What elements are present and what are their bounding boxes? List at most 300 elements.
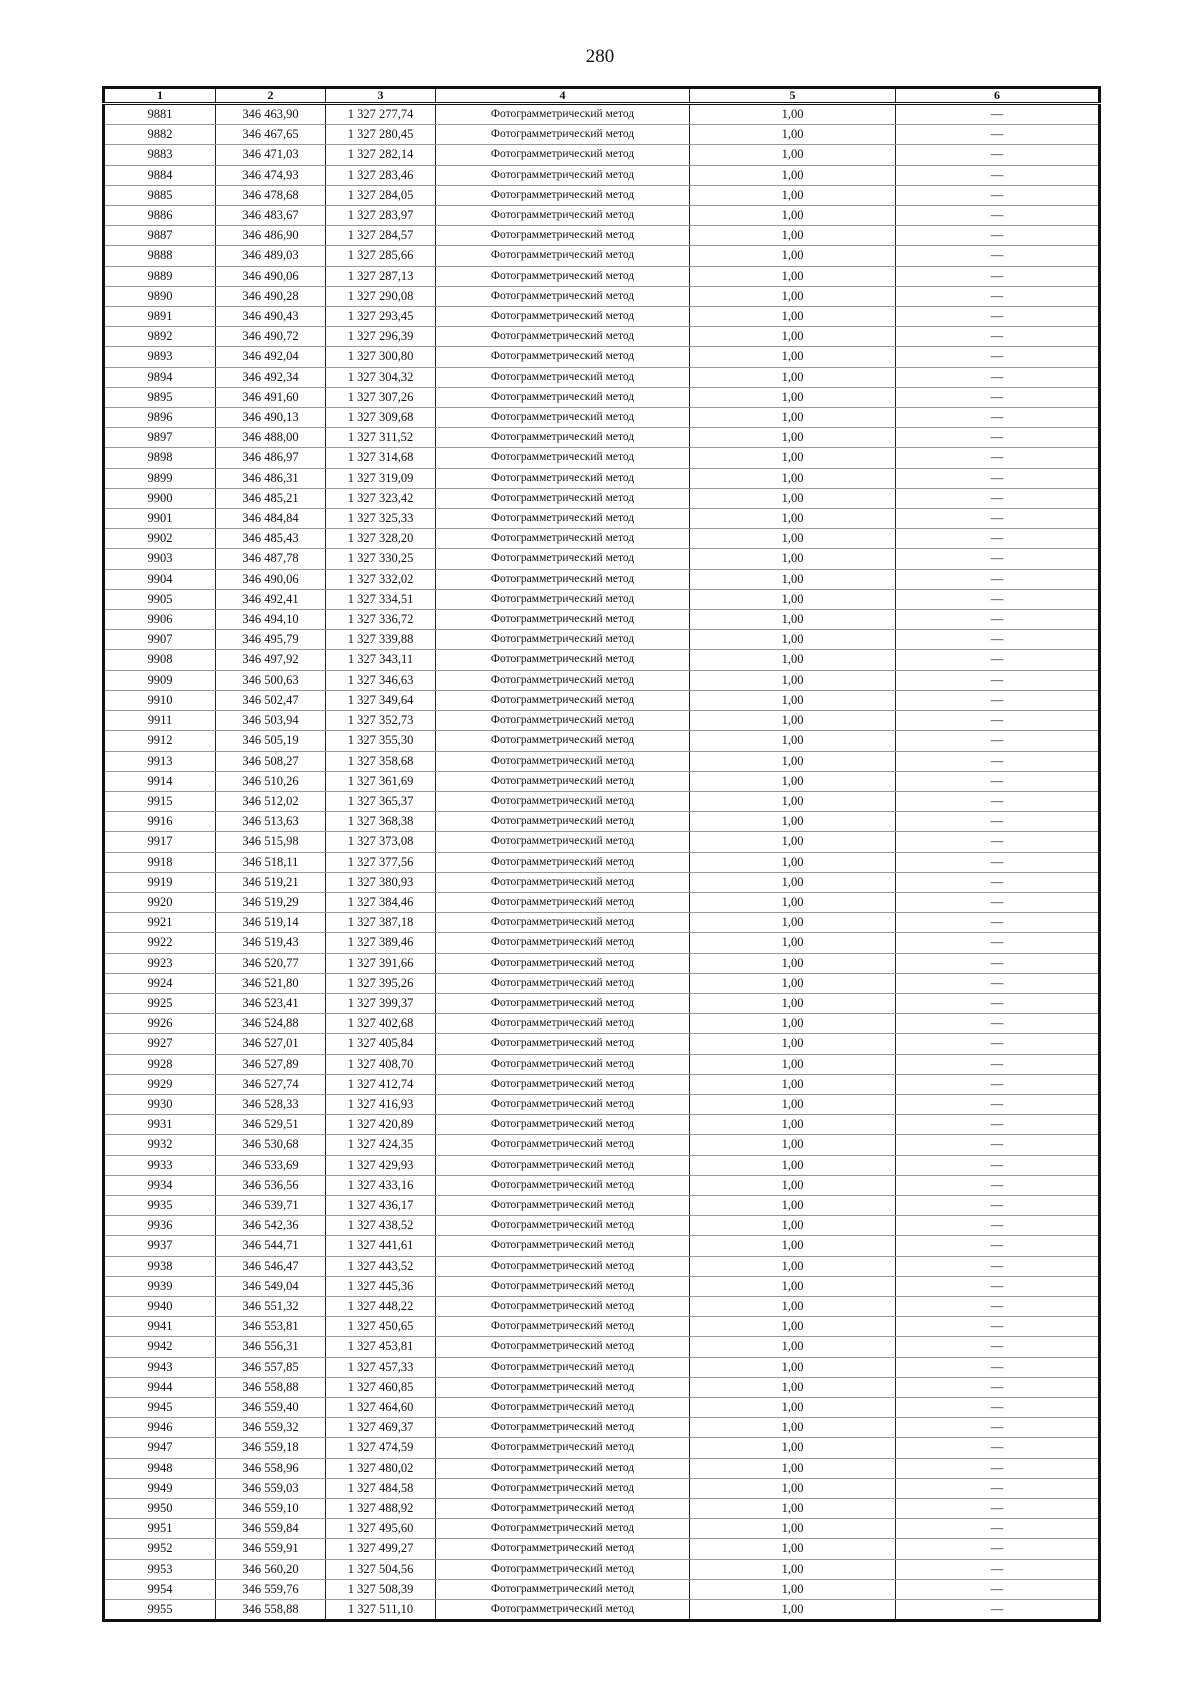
point-number-cell: 9888: [104, 246, 216, 266]
method-cell: Фотограмметрический метод: [436, 408, 690, 428]
point-number-cell: 9944: [104, 1377, 216, 1397]
table-row: [104, 610, 1100, 630]
point-number-cell: 9919: [104, 872, 216, 892]
method-cell: Фотограмметрический метод: [436, 185, 690, 205]
method-cell: Фотограмметрический метод: [436, 913, 690, 933]
table-row: [104, 347, 1100, 367]
method-cell: Фотограмметрический метод: [436, 953, 690, 973]
accuracy-cell: 1,00: [690, 1519, 896, 1539]
note-cell: —: [896, 145, 1100, 165]
y-coordinate-cell: 1 327 330,25: [326, 549, 436, 569]
accuracy-cell: 1,00: [690, 1155, 896, 1175]
point-number-cell: 9955: [104, 1600, 216, 1621]
y-coordinate-cell: 1 327 450,65: [326, 1317, 436, 1337]
method-cell: Фотограмметрический метод: [436, 246, 690, 266]
method-cell: Фотограмметрический метод: [436, 468, 690, 488]
accuracy-cell: 1,00: [690, 650, 896, 670]
method-cell: Фотограмметрический метод: [436, 751, 690, 771]
x-coordinate-cell: 346 488,00: [216, 428, 326, 448]
table-row: [104, 408, 1100, 428]
note-cell: —: [896, 1539, 1100, 1559]
table-row: [104, 266, 1100, 286]
method-cell: Фотограмметрический метод: [436, 1034, 690, 1054]
x-coordinate-cell: 346 508,27: [216, 751, 326, 771]
method-cell: Фотограмметрический метод: [436, 1155, 690, 1175]
table-row: [104, 468, 1100, 488]
method-cell: Фотограмметрический метод: [436, 1175, 690, 1195]
accuracy-cell: 1,00: [690, 1236, 896, 1256]
point-number-cell: 9890: [104, 286, 216, 306]
point-number-cell: 9951: [104, 1519, 216, 1539]
note-cell: —: [896, 408, 1100, 428]
table-row: [104, 1256, 1100, 1276]
table-header: [104, 88, 1100, 104]
x-coordinate-cell: 346 513,63: [216, 812, 326, 832]
table-row: [104, 1499, 1100, 1519]
note-cell: —: [896, 670, 1100, 690]
y-coordinate-cell: 1 327 336,72: [326, 610, 436, 630]
x-coordinate-cell: 346 471,03: [216, 145, 326, 165]
y-coordinate-cell: 1 327 504,56: [326, 1559, 436, 1579]
accuracy-cell: 1,00: [690, 711, 896, 731]
method-cell: Фотограмметрический метод: [436, 1135, 690, 1155]
accuracy-cell: 1,00: [690, 569, 896, 589]
point-number-cell: 9923: [104, 953, 216, 973]
y-coordinate-cell: 1 327 405,84: [326, 1034, 436, 1054]
coordinates-table: [102, 86, 1101, 1622]
note-cell: —: [896, 1256, 1100, 1276]
point-number-cell: 9881: [104, 104, 216, 125]
table-row: [104, 488, 1100, 508]
method-cell: Фотограмметрический метод: [436, 347, 690, 367]
table-row: [104, 1398, 1100, 1418]
method-cell: Фотограмметрический метод: [436, 226, 690, 246]
point-number-cell: 9950: [104, 1499, 216, 1519]
x-coordinate-cell: 346 527,01: [216, 1034, 326, 1054]
table-row: [104, 1155, 1100, 1175]
point-number-cell: 9898: [104, 448, 216, 468]
table-row: [104, 1519, 1100, 1539]
accuracy-cell: 1,00: [690, 1377, 896, 1397]
table-row: [104, 993, 1100, 1013]
y-coordinate-cell: 1 327 408,70: [326, 1054, 436, 1074]
column-header-5: 5: [690, 88, 896, 104]
accuracy-cell: 1,00: [690, 246, 896, 266]
table-row: [104, 1600, 1100, 1621]
accuracy-cell: 1,00: [690, 771, 896, 791]
x-coordinate-cell: 346 530,68: [216, 1135, 326, 1155]
x-coordinate-cell: 346 492,04: [216, 347, 326, 367]
table-row: [104, 165, 1100, 185]
note-cell: —: [896, 125, 1100, 145]
note-cell: —: [896, 1034, 1100, 1054]
accuracy-cell: 1,00: [690, 1276, 896, 1296]
x-coordinate-cell: 346 527,74: [216, 1074, 326, 1094]
table-row: [104, 1438, 1100, 1458]
accuracy-cell: 1,00: [690, 327, 896, 347]
x-coordinate-cell: 346 518,11: [216, 852, 326, 872]
y-coordinate-cell: 1 327 373,08: [326, 832, 436, 852]
x-coordinate-cell: 346 489,03: [216, 246, 326, 266]
y-coordinate-cell: 1 327 420,89: [326, 1115, 436, 1135]
note-cell: —: [896, 1155, 1100, 1175]
x-coordinate-cell: 346 478,68: [216, 185, 326, 205]
point-number-cell: 9903: [104, 549, 216, 569]
y-coordinate-cell: 1 327 460,85: [326, 1377, 436, 1397]
accuracy-cell: 1,00: [690, 832, 896, 852]
point-number-cell: 9943: [104, 1357, 216, 1377]
method-cell: Фотограмметрический метод: [436, 933, 690, 953]
x-coordinate-cell: 346 559,18: [216, 1438, 326, 1458]
y-coordinate-cell: 1 327 412,74: [326, 1074, 436, 1094]
y-coordinate-cell: 1 327 399,37: [326, 993, 436, 1013]
point-number-cell: 9911: [104, 711, 216, 731]
accuracy-cell: 1,00: [690, 387, 896, 407]
point-number-cell: 9912: [104, 731, 216, 751]
table-row: [104, 771, 1100, 791]
note-cell: —: [896, 1175, 1100, 1195]
x-coordinate-cell: 346 490,06: [216, 569, 326, 589]
note-cell: —: [896, 367, 1100, 387]
point-number-cell: 9883: [104, 145, 216, 165]
accuracy-cell: 1,00: [690, 872, 896, 892]
table-row: [104, 751, 1100, 771]
accuracy-cell: 1,00: [690, 1579, 896, 1599]
note-cell: —: [896, 751, 1100, 771]
note-cell: —: [896, 1357, 1100, 1377]
note-cell: —: [896, 1499, 1100, 1519]
method-cell: Фотограмметрический метод: [436, 387, 690, 407]
point-number-cell: 9897: [104, 428, 216, 448]
x-coordinate-cell: 346 492,41: [216, 589, 326, 609]
y-coordinate-cell: 1 327 358,68: [326, 751, 436, 771]
table-row: [104, 104, 1100, 125]
accuracy-cell: 1,00: [690, 1256, 896, 1276]
table-row: [104, 1115, 1100, 1135]
x-coordinate-cell: 346 485,21: [216, 488, 326, 508]
x-coordinate-cell: 346 527,89: [216, 1054, 326, 1074]
point-number-cell: 9917: [104, 832, 216, 852]
x-coordinate-cell: 346 551,32: [216, 1296, 326, 1316]
table-row: [104, 286, 1100, 306]
note-cell: —: [896, 1559, 1100, 1579]
table-row: [104, 913, 1100, 933]
method-cell: Фотограмметрический метод: [436, 1458, 690, 1478]
table-row: [104, 690, 1100, 710]
method-cell: Фотограмметрический метод: [436, 1438, 690, 1458]
method-cell: Фотограмметрический метод: [436, 1337, 690, 1357]
accuracy-cell: 1,00: [690, 1539, 896, 1559]
x-coordinate-cell: 346 502,47: [216, 690, 326, 710]
y-coordinate-cell: 1 327 332,02: [326, 569, 436, 589]
y-coordinate-cell: 1 327 346,63: [326, 670, 436, 690]
y-coordinate-cell: 1 327 285,66: [326, 246, 436, 266]
y-coordinate-cell: 1 327 300,80: [326, 347, 436, 367]
x-coordinate-cell: 346 558,96: [216, 1458, 326, 1478]
y-coordinate-cell: 1 327 508,39: [326, 1579, 436, 1599]
y-coordinate-cell: 1 327 453,81: [326, 1337, 436, 1357]
y-coordinate-cell: 1 327 323,42: [326, 488, 436, 508]
note-cell: —: [896, 266, 1100, 286]
point-number-cell: 9918: [104, 852, 216, 872]
point-number-cell: 9916: [104, 812, 216, 832]
y-coordinate-cell: 1 327 448,22: [326, 1296, 436, 1316]
point-number-cell: 9895: [104, 387, 216, 407]
accuracy-cell: 1,00: [690, 1418, 896, 1438]
accuracy-cell: 1,00: [690, 812, 896, 832]
note-cell: —: [896, 226, 1100, 246]
x-coordinate-cell: 346 483,67: [216, 206, 326, 226]
y-coordinate-cell: 1 327 307,26: [326, 387, 436, 407]
method-cell: Фотограмметрический метод: [436, 993, 690, 1013]
table-row: [104, 892, 1100, 912]
x-coordinate-cell: 346 503,94: [216, 711, 326, 731]
x-coordinate-cell: 346 474,93: [216, 165, 326, 185]
y-coordinate-cell: 1 327 480,02: [326, 1458, 436, 1478]
method-cell: Фотограмметрический метод: [436, 690, 690, 710]
column-header-1: 1: [104, 88, 216, 104]
accuracy-cell: 1,00: [690, 993, 896, 1013]
note-cell: —: [896, 488, 1100, 508]
accuracy-cell: 1,00: [690, 165, 896, 185]
accuracy-cell: 1,00: [690, 428, 896, 448]
x-coordinate-cell: 346 559,03: [216, 1478, 326, 1498]
note-cell: —: [896, 165, 1100, 185]
method-cell: Фотограмметрический метод: [436, 1276, 690, 1296]
x-coordinate-cell: 346 536,56: [216, 1175, 326, 1195]
y-coordinate-cell: 1 327 352,73: [326, 711, 436, 731]
method-cell: Фотограмметрический метод: [436, 448, 690, 468]
y-coordinate-cell: 1 327 343,11: [326, 650, 436, 670]
note-cell: —: [896, 953, 1100, 973]
x-coordinate-cell: 346 486,90: [216, 226, 326, 246]
note-cell: —: [896, 347, 1100, 367]
point-number-cell: 9935: [104, 1195, 216, 1215]
method-cell: Фотограмметрический метод: [436, 812, 690, 832]
point-number-cell: 9901: [104, 509, 216, 529]
point-number-cell: 9899: [104, 468, 216, 488]
point-number-cell: 9954: [104, 1579, 216, 1599]
table-row: [104, 1175, 1100, 1195]
method-cell: Фотограмметрический метод: [436, 104, 690, 125]
note-cell: —: [896, 933, 1100, 953]
point-number-cell: 9934: [104, 1175, 216, 1195]
table-row: [104, 1296, 1100, 1316]
note-cell: —: [896, 892, 1100, 912]
note-cell: —: [896, 1094, 1100, 1114]
y-coordinate-cell: 1 327 429,93: [326, 1155, 436, 1175]
table-row: [104, 872, 1100, 892]
y-coordinate-cell: 1 327 314,68: [326, 448, 436, 468]
x-coordinate-cell: 346 519,43: [216, 933, 326, 953]
x-coordinate-cell: 346 539,71: [216, 1195, 326, 1215]
table-row: [104, 1357, 1100, 1377]
x-coordinate-cell: 346 505,19: [216, 731, 326, 751]
y-coordinate-cell: 1 327 384,46: [326, 892, 436, 912]
accuracy-cell: 1,00: [690, 1478, 896, 1498]
note-cell: —: [896, 1276, 1100, 1296]
method-cell: Фотограмметрический метод: [436, 1256, 690, 1276]
y-coordinate-cell: 1 327 287,13: [326, 266, 436, 286]
y-coordinate-cell: 1 327 438,52: [326, 1216, 436, 1236]
method-cell: Фотограмметрический метод: [436, 307, 690, 327]
accuracy-cell: 1,00: [690, 307, 896, 327]
accuracy-cell: 1,00: [690, 1034, 896, 1054]
x-coordinate-cell: 346 512,02: [216, 791, 326, 811]
x-coordinate-cell: 346 519,14: [216, 913, 326, 933]
y-coordinate-cell: 1 327 443,52: [326, 1256, 436, 1276]
point-number-cell: 9910: [104, 690, 216, 710]
x-coordinate-cell: 346 559,84: [216, 1519, 326, 1539]
note-cell: —: [896, 1337, 1100, 1357]
x-coordinate-cell: 346 519,21: [216, 872, 326, 892]
method-cell: Фотограмметрический метод: [436, 1600, 690, 1621]
accuracy-cell: 1,00: [690, 408, 896, 428]
method-cell: Фотограмметрический метод: [436, 1398, 690, 1418]
x-coordinate-cell: 346 490,28: [216, 286, 326, 306]
point-number-cell: 9894: [104, 367, 216, 387]
note-cell: —: [896, 1377, 1100, 1397]
x-coordinate-cell: 346 528,33: [216, 1094, 326, 1114]
x-coordinate-cell: 346 520,77: [216, 953, 326, 973]
y-coordinate-cell: 1 327 457,33: [326, 1357, 436, 1377]
table-row: [104, 327, 1100, 347]
y-coordinate-cell: 1 327 283,97: [326, 206, 436, 226]
accuracy-cell: 1,00: [690, 266, 896, 286]
note-cell: —: [896, 1317, 1100, 1337]
method-cell: Фотограмметрический метод: [436, 1418, 690, 1438]
y-coordinate-cell: 1 327 436,17: [326, 1195, 436, 1215]
accuracy-cell: 1,00: [690, 1559, 896, 1579]
x-coordinate-cell: 346 515,98: [216, 832, 326, 852]
method-cell: Фотограмметрический метод: [436, 711, 690, 731]
accuracy-cell: 1,00: [690, 1296, 896, 1316]
point-number-cell: 9942: [104, 1337, 216, 1357]
table-row: [104, 1337, 1100, 1357]
point-number-cell: 9937: [104, 1236, 216, 1256]
table-row: [104, 731, 1100, 751]
method-cell: Фотограмметрический метод: [436, 327, 690, 347]
table-row: [104, 226, 1100, 246]
method-cell: Фотограмметрический метод: [436, 1195, 690, 1215]
page-number: 280: [585, 46, 615, 67]
accuracy-cell: 1,00: [690, 690, 896, 710]
method-cell: Фотограмметрический метод: [436, 286, 690, 306]
y-coordinate-cell: 1 327 311,52: [326, 428, 436, 448]
method-cell: Фотограмметрический метод: [436, 125, 690, 145]
x-coordinate-cell: 346 497,92: [216, 650, 326, 670]
x-coordinate-cell: 346 542,36: [216, 1216, 326, 1236]
point-number-cell: 9921: [104, 913, 216, 933]
accuracy-cell: 1,00: [690, 1357, 896, 1377]
note-cell: —: [896, 832, 1100, 852]
note-cell: —: [896, 1579, 1100, 1599]
note-cell: —: [896, 569, 1100, 589]
point-number-cell: 9928: [104, 1054, 216, 1074]
point-number-cell: 9953: [104, 1559, 216, 1579]
accuracy-cell: 1,00: [690, 1337, 896, 1357]
method-cell: Фотограмметрический метод: [436, 145, 690, 165]
note-cell: —: [896, 711, 1100, 731]
point-number-cell: 9882: [104, 125, 216, 145]
method-cell: Фотограмметрический метод: [436, 569, 690, 589]
column-header-4: 4: [436, 88, 690, 104]
point-number-cell: 9889: [104, 266, 216, 286]
accuracy-cell: 1,00: [690, 104, 896, 125]
method-cell: Фотограмметрический метод: [436, 1296, 690, 1316]
point-number-cell: 9947: [104, 1438, 216, 1458]
y-coordinate-cell: 1 327 441,61: [326, 1236, 436, 1256]
point-number-cell: 9884: [104, 165, 216, 185]
point-number-cell: 9905: [104, 589, 216, 609]
y-coordinate-cell: 1 327 445,36: [326, 1276, 436, 1296]
method-cell: Фотограмметрический метод: [436, 1236, 690, 1256]
x-coordinate-cell: 346 549,04: [216, 1276, 326, 1296]
note-cell: —: [896, 650, 1100, 670]
table-row: [104, 206, 1100, 226]
note-cell: —: [896, 1296, 1100, 1316]
accuracy-cell: 1,00: [690, 1054, 896, 1074]
note-cell: —: [896, 973, 1100, 993]
accuracy-cell: 1,00: [690, 1438, 896, 1458]
y-coordinate-cell: 1 327 402,68: [326, 1014, 436, 1034]
x-coordinate-cell: 346 492,34: [216, 367, 326, 387]
method-cell: Фотограмметрический метод: [436, 650, 690, 670]
note-cell: —: [896, 1074, 1100, 1094]
note-cell: —: [896, 206, 1100, 226]
note-cell: —: [896, 549, 1100, 569]
coordinates-table-container: [102, 86, 1098, 1622]
x-coordinate-cell: 346 559,40: [216, 1398, 326, 1418]
note-cell: —: [896, 1216, 1100, 1236]
y-coordinate-cell: 1 327 282,14: [326, 145, 436, 165]
note-cell: —: [896, 610, 1100, 630]
point-number-cell: 9931: [104, 1115, 216, 1135]
y-coordinate-cell: 1 327 484,58: [326, 1478, 436, 1498]
x-coordinate-cell: 346 556,31: [216, 1337, 326, 1357]
point-number-cell: 9893: [104, 347, 216, 367]
point-number-cell: 9927: [104, 1034, 216, 1054]
table-row: [104, 589, 1100, 609]
method-cell: Фотограмметрический метод: [436, 670, 690, 690]
x-coordinate-cell: 346 490,43: [216, 307, 326, 327]
accuracy-cell: 1,00: [690, 549, 896, 569]
point-number-cell: 9925: [104, 993, 216, 1013]
note-cell: —: [896, 246, 1100, 266]
x-coordinate-cell: 346 490,06: [216, 266, 326, 286]
note-cell: —: [896, 307, 1100, 327]
y-coordinate-cell: 1 327 391,66: [326, 953, 436, 973]
table-row: [104, 448, 1100, 468]
y-coordinate-cell: 1 327 284,05: [326, 185, 436, 205]
table-row: [104, 852, 1100, 872]
accuracy-cell: 1,00: [690, 913, 896, 933]
x-coordinate-cell: 346 467,65: [216, 125, 326, 145]
y-coordinate-cell: 1 327 304,32: [326, 367, 436, 387]
point-number-cell: 9885: [104, 185, 216, 205]
point-number-cell: 9946: [104, 1418, 216, 1438]
table-row: [104, 549, 1100, 569]
note-cell: —: [896, 286, 1100, 306]
note-cell: —: [896, 771, 1100, 791]
note-cell: —: [896, 630, 1100, 650]
table-row: [104, 367, 1100, 387]
y-coordinate-cell: 1 327 349,64: [326, 690, 436, 710]
table-row: [104, 973, 1100, 993]
note-cell: —: [896, 589, 1100, 609]
table-row: [104, 832, 1100, 852]
note-cell: —: [896, 509, 1100, 529]
